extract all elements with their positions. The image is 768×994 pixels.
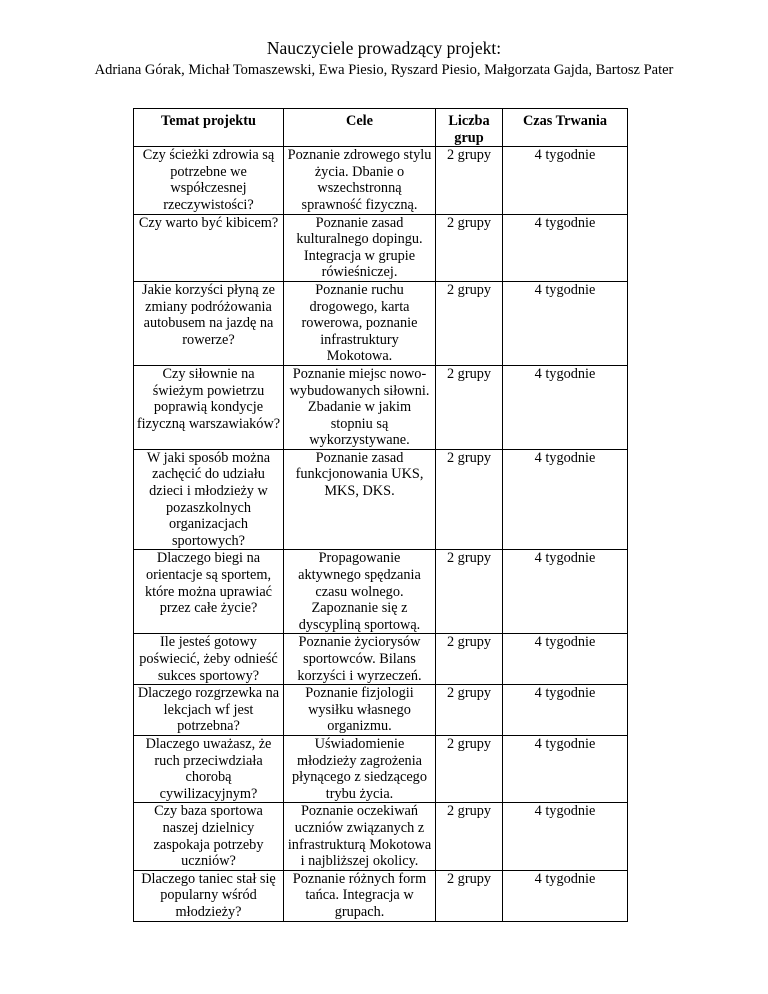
cell-groups: 2 grupy bbox=[436, 214, 503, 281]
cell-duration: 4 tygodnie bbox=[503, 281, 628, 365]
cell-duration: 4 tygodnie bbox=[503, 449, 628, 550]
cell-groups: 2 grupy bbox=[436, 147, 503, 214]
cell-goal: Poznanie różnych form tańca. Integracja w grupach. bbox=[284, 870, 436, 921]
cell-goal: Poznanie zdrowego stylu życia. Dbanie o wszechstronną sprawność fizyczną. bbox=[284, 147, 436, 214]
cell-groups: 2 grupy bbox=[436, 685, 503, 736]
cell-duration: 4 tygodnie bbox=[503, 214, 628, 281]
table-header-row bbox=[134, 109, 628, 147]
cell-duration: 4 tygodnie bbox=[503, 147, 628, 214]
cell-topic: Dlaczego uważasz, że ruch przeciwdziała chorobą cywilizacyjnym? bbox=[134, 735, 284, 802]
cell-duration: 4 tygodnie bbox=[503, 803, 628, 870]
cell-groups: 2 grupy bbox=[436, 870, 503, 921]
cell-topic: Dlaczego rozgrzewka na lekcjach wf jest potrzebna? bbox=[134, 685, 284, 736]
cell-groups: 2 grupy bbox=[436, 550, 503, 634]
cell-goal: Poznanie zasad funkcjonowania UKS, MKS, DKS. bbox=[284, 449, 436, 550]
cell-goal: Propagowanie aktywnego spędzania czasu wolnego. Zapoznanie się z dyscypliną sportową. bbox=[284, 550, 436, 634]
cell-topic: Czy siłownie na świeżym powietrzu poprawią kondycje fizyczną warszawiaków? bbox=[134, 365, 284, 449]
cell-groups: 2 grupy bbox=[436, 634, 503, 685]
cell-duration: 4 tygodnie bbox=[503, 685, 628, 736]
table-row bbox=[134, 870, 628, 921]
table-row bbox=[134, 634, 628, 685]
cell-goal: Uświadomienie młodzieży zagrożenia płynącego z siedzącego trybu życia. bbox=[284, 735, 436, 802]
cell-topic: Czy baza sportowa naszej dzielnicy zaspokaja potrzeby uczniów? bbox=[134, 803, 284, 870]
cell-goal: Poznanie fizjologii wysiłku własnego organizmu. bbox=[284, 685, 436, 736]
cell-groups: 2 grupy bbox=[436, 803, 503, 870]
table-row bbox=[134, 685, 628, 736]
cell-topic: Dlaczego biegi na orientacje są sportem, które można uprawiać przez całe życie? bbox=[134, 550, 284, 634]
cell-topic: Ile jesteś gotowy poświecić, żeby odnieść sukces sportowy? bbox=[134, 634, 284, 685]
cell-goal: Poznanie miejsc nowo-wybudowanych siłowni. Zbadanie w jakim stopniu są wykorzystywane. bbox=[284, 365, 436, 449]
cell-goal: Poznanie zasad kulturalnego dopingu. Integracja w grupie rówieśniczej. bbox=[284, 214, 436, 281]
cell-groups: 2 grupy bbox=[436, 365, 503, 449]
table-row bbox=[134, 365, 628, 449]
table-row bbox=[134, 214, 628, 281]
cell-goal: Poznanie ruchu drogowego, karta rowerowa, poznanie infrastruktury Mokotowa. bbox=[284, 281, 436, 365]
cell-topic: Dlaczego taniec stał się popularny wśród młodzieży? bbox=[134, 870, 284, 921]
cell-topic: W jaki sposób można zachęcić do udziału dzieci i młodzieży w pozaszkolnych organizacjach sportowych? bbox=[134, 449, 284, 550]
cell-topic: Czy ścieżki zdrowia są potrzebne we współczesnej rzeczywistości? bbox=[134, 147, 284, 214]
cell-duration: 4 tygodnie bbox=[503, 735, 628, 802]
authors-line: Adriana Górak, Michał Tomaszewski, Ewa Piesio, Ryszard Piesio, Małgorzata Gajda, Bartosz Pater bbox=[94, 62, 674, 78]
cell-groups: 2 grupy bbox=[436, 281, 503, 365]
cell-duration: 4 tygodnie bbox=[503, 365, 628, 449]
column-header-duration: Czas Trwania bbox=[503, 109, 628, 147]
table-row bbox=[134, 281, 628, 365]
page-title: Nauczyciele prowadzący projekt: bbox=[266, 38, 502, 58]
cell-goal: Poznanie oczekiwań uczniów związanych z infrastrukturą Mokotowa i najbliższej okolicy. bbox=[284, 803, 436, 870]
cell-duration: 4 tygodnie bbox=[503, 634, 628, 685]
table-row bbox=[134, 735, 628, 802]
cell-duration: 4 tygodnie bbox=[503, 870, 628, 921]
cell-topic: Jakie korzyści płyną ze zmiany podróżowania autobusem na jazdę na rowerze? bbox=[134, 281, 284, 365]
cell-duration: 4 tygodnie bbox=[503, 550, 628, 634]
cell-goal: Poznanie życiorysów sportowców. Bilans korzyści i wyrzeczeń. bbox=[284, 634, 436, 685]
column-header-goals: Cele bbox=[284, 109, 436, 147]
table-row bbox=[134, 550, 628, 634]
table-row bbox=[134, 449, 628, 550]
column-header-groups: Liczba grup bbox=[436, 109, 503, 147]
cell-topic: Czy warto być kibicem? bbox=[134, 214, 284, 281]
projects-table bbox=[133, 108, 628, 922]
table-row bbox=[134, 147, 628, 214]
column-header-topic: Temat projektu bbox=[134, 109, 284, 147]
table-row bbox=[134, 803, 628, 870]
cell-groups: 2 grupy bbox=[436, 449, 503, 550]
cell-groups: 2 grupy bbox=[436, 735, 503, 802]
